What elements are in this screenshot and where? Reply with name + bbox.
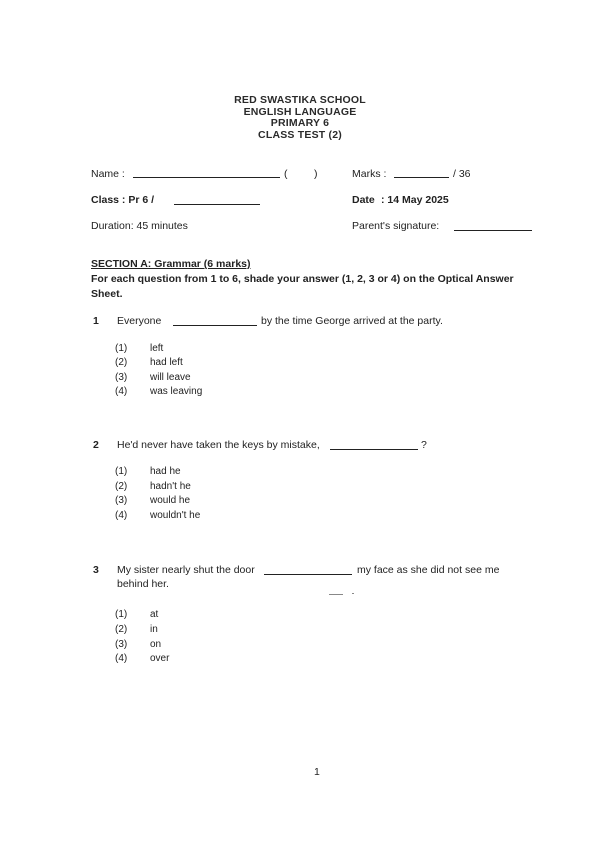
answer-blank — [264, 565, 352, 575]
name-label: Name : — [91, 168, 125, 180]
index-paren-close: ) — [314, 168, 318, 180]
option-text: was leaving — [150, 386, 203, 397]
option-text: in — [150, 624, 158, 635]
index-paren-open: ( — [284, 168, 288, 180]
marks-field[interactable] — [394, 168, 449, 178]
level-name: PRIMARY 6 — [270, 117, 330, 129]
option-number: (4) — [115, 510, 128, 521]
option-text: left — [150, 343, 164, 354]
scan-speck — [352, 593, 354, 594]
option-number: (4) — [115, 386, 128, 397]
question-text-after: ? — [421, 439, 427, 451]
scan-speck — [329, 594, 343, 595]
option-text: over — [150, 653, 170, 664]
parent-signature-field[interactable] — [454, 221, 532, 231]
question-number: 2 — [93, 439, 99, 451]
option-text: hadn't he — [150, 481, 191, 492]
option-text: wouldn't he — [150, 510, 201, 521]
option-text: on — [150, 639, 162, 650]
page-number: 1 — [314, 766, 320, 778]
section-instructions-line2: Sheet. — [91, 288, 123, 300]
option-number: (1) — [115, 609, 128, 620]
duration-text: Duration: 45 minutes — [91, 220, 188, 232]
option-number: (3) — [115, 639, 128, 650]
question-text-after: my face as she did not see me — [357, 564, 500, 576]
option-text: had he — [150, 466, 181, 477]
section-title: SECTION A: Grammar (6 marks) — [91, 258, 251, 270]
option-text: will leave — [150, 372, 191, 383]
class-field[interactable] — [174, 195, 260, 205]
option-text: had left — [150, 357, 183, 368]
option-number: (3) — [115, 372, 128, 383]
option-text: at — [150, 609, 159, 620]
class-label: Class : Pr 6 / — [91, 194, 155, 206]
question-text-before: Everyone — [117, 315, 162, 327]
name-field[interactable] — [133, 168, 280, 178]
section-instructions-line1: For each question from 1 to 6, shade your answer (1, 2, 3 or 4) on the Optical Answer — [91, 273, 514, 285]
question-number: 3 — [93, 564, 99, 576]
option-text: would he — [150, 495, 191, 506]
test-header — [0, 95, 600, 141]
marks-total: / 36 — [453, 168, 471, 180]
answer-blank — [173, 316, 257, 326]
school-name: RED SWASTIKA SCHOOL — [234, 94, 366, 106]
option-number: (3) — [115, 495, 128, 506]
date-value: : 14 May 2025 — [381, 194, 449, 206]
question-number: 1 — [93, 315, 99, 327]
date-label: Date — [352, 194, 375, 206]
question-text-after: by the time George arrived at the party. — [261, 315, 443, 327]
parent-signature-label: Parent's signature: — [352, 220, 440, 232]
option-number: (1) — [115, 466, 128, 477]
subject-name: ENGLISH LANGUAGE — [243, 105, 357, 118]
option-number: (2) — [115, 624, 128, 635]
option-number: (4) — [115, 653, 128, 664]
question-text-line2: behind her. — [117, 578, 169, 590]
question-text-before: He'd never have taken the keys by mistake, — [117, 439, 320, 451]
test-name: CLASS TEST (2) — [258, 128, 342, 141]
option-number: (2) — [115, 481, 128, 492]
question-text-before: My sister nearly shut the door — [117, 564, 255, 576]
option-number: (2) — [115, 357, 128, 368]
answer-blank — [330, 440, 418, 450]
option-number: (1) — [115, 343, 128, 354]
marks-label: Marks : — [352, 168, 387, 180]
